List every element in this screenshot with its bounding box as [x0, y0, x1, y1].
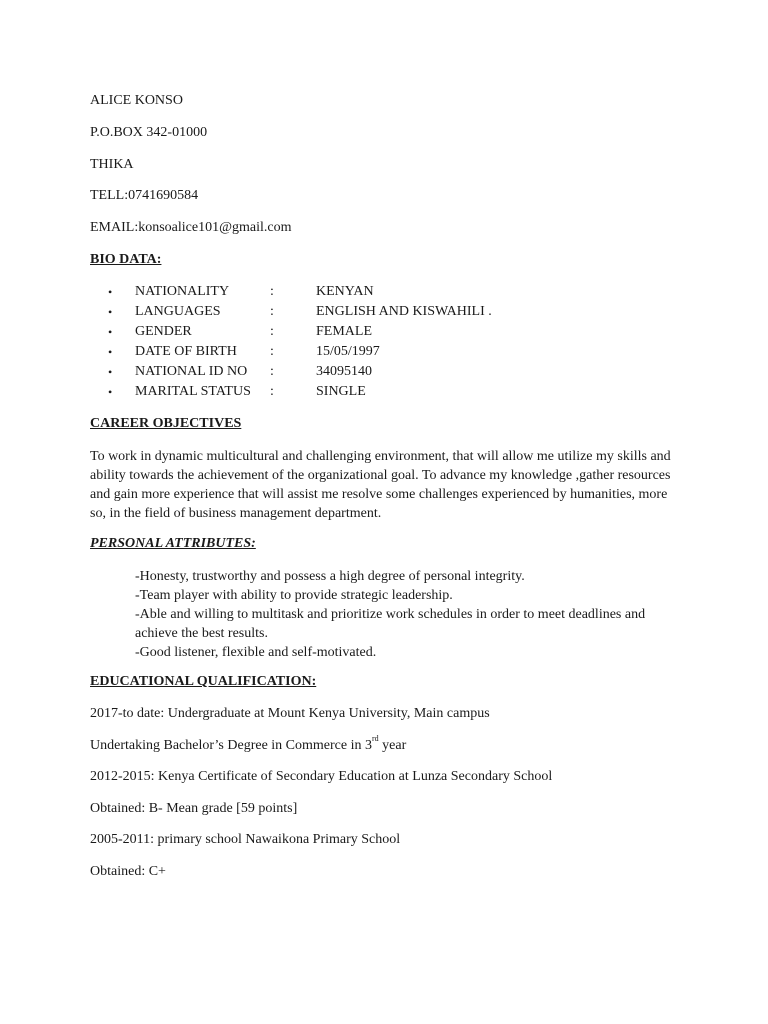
bio-value: FEMALE	[316, 324, 372, 339]
ordinal-suffix: rd	[371, 734, 379, 744]
bullet-icon: •	[108, 345, 113, 359]
bio-data-list	[108, 283, 528, 403]
education-degree	[90, 734, 407, 755]
personal-attributes-heading: PERSONAL ATTRIBUTES:	[90, 536, 256, 551]
bio-colon: :	[270, 324, 274, 339]
bio-label: DATE OF BIRTH	[135, 344, 237, 359]
bio-data-heading: BIO DATA:	[90, 252, 162, 267]
bio-colon: :	[270, 384, 274, 399]
bio-label: NATIONAL ID NO	[135, 364, 248, 379]
bullet-icon: •	[108, 305, 113, 319]
personal-attributes-list	[135, 567, 645, 662]
bio-label: NATIONALITY	[135, 284, 230, 299]
attribute-line: -Good listener, flexible and self-motivated.	[135, 645, 377, 660]
bullet-icon: •	[108, 325, 113, 339]
bio-value: 15/05/1997	[316, 344, 380, 359]
phone-number: TELL:0741690584	[90, 188, 199, 203]
attribute-line: -Team player with ability to provide strategic leadership.	[135, 588, 453, 603]
attribute-line: achieve the best results.	[135, 626, 268, 641]
education-university: 2017-to date: Undergraduate at Mount Kenya University, Main campus	[90, 706, 490, 721]
bio-value: SINGLE	[316, 384, 366, 399]
educational-qualification-heading: EDUCATIONAL QUALIFICATION:	[90, 674, 317, 689]
degree-text: Undertaking Bachelor’s Degree in Commerce in 3	[90, 738, 372, 753]
email-address: EMAIL:konsoalice101@gmail.com	[90, 220, 292, 235]
education-secondary-grade: Obtained: B- Mean grade [59 points]	[90, 801, 298, 816]
bio-item-marital-status	[108, 383, 528, 403]
bio-colon: :	[270, 344, 274, 359]
career-line: To work in dynamic multicultural and challenging environment, that will allow me utilize my skills and	[90, 449, 671, 464]
bio-item-languages	[108, 303, 528, 323]
bullet-icon: •	[108, 365, 113, 379]
bio-item-national-id	[108, 363, 528, 383]
bio-colon: :	[270, 284, 274, 299]
education-primary: 2005-2011: primary school Nawaikona Primary School	[90, 832, 401, 847]
degree-year: year	[378, 738, 407, 753]
education-primary-grade: Obtained: C+	[90, 864, 166, 879]
bio-label: MARITAL STATUS	[135, 384, 251, 399]
bio-item-gender	[108, 323, 528, 343]
career-objectives-heading: CAREER OBJECTIVES	[90, 416, 242, 431]
bio-label: GENDER	[135, 324, 192, 339]
bio-value: 34095140	[316, 364, 372, 379]
bio-item-date-of-birth	[108, 343, 528, 363]
bullet-icon: •	[108, 385, 113, 399]
postal-address: P.O.BOX 342-01000	[90, 125, 208, 140]
bio-colon: :	[270, 364, 274, 379]
attribute-line: -Able and willing to multitask and prioritize work schedules in order to meet deadlines and	[135, 607, 646, 622]
education-secondary: 2012-2015: Kenya Certificate of Secondary Education at Lunza Secondary School	[90, 769, 553, 784]
attribute-line: -Honesty, trustworthy and possess a high degree of personal integrity.	[135, 569, 525, 584]
career-line: ability towards the achievement of the organizational goal. To advance my knowledge ,gather resources	[90, 468, 671, 483]
career-line: so, in the field of business management department.	[90, 506, 382, 521]
bullet-icon: •	[108, 285, 113, 299]
bio-value: ENGLISH AND KISWAHILI .	[316, 304, 492, 319]
applicant-name: ALICE KONSO	[90, 93, 183, 108]
bio-value: KENYAN	[316, 284, 374, 299]
town: THIKA	[90, 157, 134, 172]
career-line: and gain more experience that will assist me resolve some challenges experienced by humanities, more	[90, 487, 668, 502]
career-objectives-text	[90, 447, 670, 523]
bio-label: LANGUAGES	[135, 304, 221, 319]
bio-colon: :	[270, 304, 274, 319]
bio-item-nationality	[108, 283, 528, 303]
